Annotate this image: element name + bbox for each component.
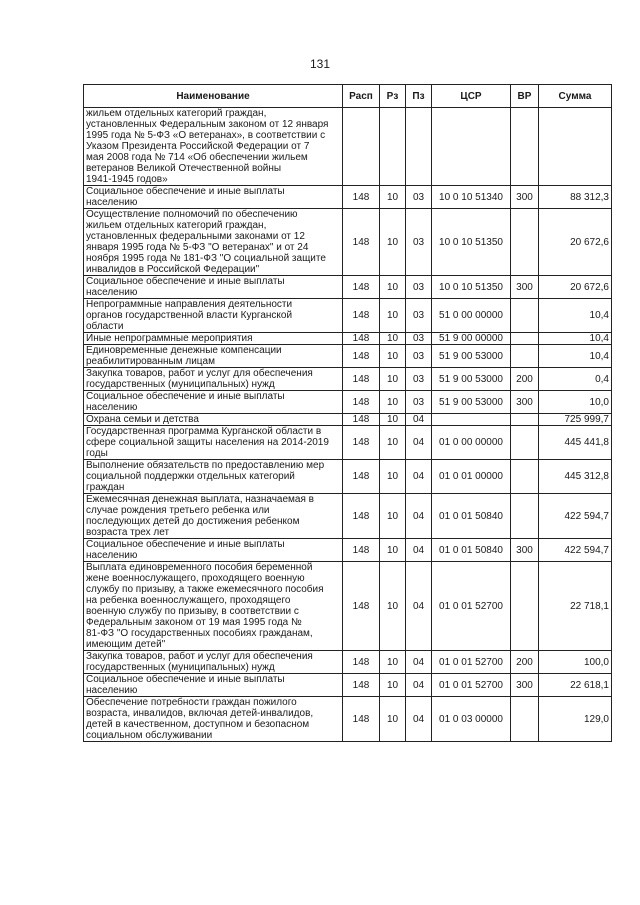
cell-name (84, 391, 343, 414)
cell-csr: 10 0 10 51340 (432, 186, 511, 209)
cell-name-line: детей в качественном, доступном и безопасном (86, 719, 310, 730)
cell-rz: 10 (380, 299, 406, 333)
cell-rz: 10 (380, 186, 406, 209)
cell-pz: 04 (406, 651, 432, 674)
header-rasp: Расп (343, 85, 380, 108)
cell-name-line: возраста, инвалидов, включая детей-инвалидов, (86, 708, 314, 719)
table-row (84, 186, 612, 209)
table-row (84, 391, 612, 414)
cell-csr: 01 0 01 52700 (432, 674, 511, 697)
cell-name (84, 186, 343, 209)
cell-sum: 129,0 (539, 697, 612, 742)
cell-pz (406, 108, 432, 186)
cell-rasp: 148 (343, 674, 380, 697)
cell-name-line: Указом Президента Российской Федерации от 7 (86, 141, 310, 152)
cell-name-line: Социальное обеспечение и иные выплаты (86, 674, 285, 685)
cell-vr (511, 299, 539, 333)
cell-name-line: Государственная программа Курганской области в (86, 426, 322, 437)
table-row (84, 651, 612, 674)
cell-vr (511, 209, 539, 276)
cell-sum (539, 108, 612, 186)
cell-rasp: 148 (343, 345, 380, 368)
cell-rz: 10 (380, 414, 406, 426)
header-vr: ВР (511, 85, 539, 108)
cell-pz: 04 (406, 494, 432, 539)
cell-vr: 300 (511, 674, 539, 697)
cell-sum: 10,0 (539, 391, 612, 414)
cell-vr: 300 (511, 186, 539, 209)
page-number: 131 (309, 57, 331, 71)
cell-name-line: Социальное обеспечение и иные выплаты (86, 391, 285, 402)
table-row (84, 426, 612, 460)
cell-name (84, 697, 343, 742)
cell-name-line: органов государственной власти Курганской (86, 310, 293, 321)
cell-csr: 51 9 00 53000 (432, 345, 511, 368)
cell-vr: 300 (511, 539, 539, 562)
cell-vr (511, 108, 539, 186)
cell-sum: 20 672,6 (539, 276, 612, 299)
cell-name-line: области (86, 321, 124, 332)
cell-rasp (343, 108, 380, 186)
table-row (84, 345, 612, 368)
cell-vr (511, 345, 539, 368)
cell-sum: 10,4 (539, 333, 612, 345)
cell-name (84, 651, 343, 674)
cell-rz: 10 (380, 494, 406, 539)
cell-rz: 10 (380, 697, 406, 742)
table-row (84, 460, 612, 494)
cell-rasp: 148 (343, 494, 380, 539)
cell-vr: 200 (511, 651, 539, 674)
cell-rz: 10 (380, 426, 406, 460)
cell-name-line: Выплата единовременного пособия беременной (86, 562, 313, 573)
cell-rz: 10 (380, 391, 406, 414)
table-row (84, 494, 612, 539)
cell-csr: 51 9 00 53000 (432, 391, 511, 414)
cell-name-line: населению (86, 197, 138, 208)
header-name: Наименование (84, 85, 343, 108)
cell-rasp: 148 (343, 697, 380, 742)
cell-rasp: 148 (343, 426, 380, 460)
table-header-row (84, 85, 612, 108)
cell-rz: 10 (380, 539, 406, 562)
cell-name (84, 426, 343, 460)
cell-csr: 01 0 01 52700 (432, 651, 511, 674)
cell-sum: 422 594,7 (539, 539, 612, 562)
table-row (84, 108, 612, 186)
cell-sum: 88 312,3 (539, 186, 612, 209)
cell-name-line: государственных (муниципальных) нужд (86, 662, 275, 673)
cell-csr: 51 9 00 00000 (432, 333, 511, 345)
cell-name-line: Закупка товаров, работ и услуг для обеспечения (86, 368, 313, 379)
cell-name (84, 333, 343, 345)
cell-name (84, 345, 343, 368)
cell-name-line: жильем отдельных категорий граждан, (86, 108, 267, 119)
cell-rz: 10 (380, 674, 406, 697)
table-row (84, 539, 612, 562)
cell-name-line: населению (86, 685, 138, 696)
cell-rz: 10 (380, 651, 406, 674)
cell-sum: 0,4 (539, 368, 612, 391)
cell-name (84, 494, 343, 539)
cell-name-line: Единовременные денежные компенсации (86, 345, 282, 356)
cell-pz: 04 (406, 674, 432, 697)
cell-pz: 03 (406, 391, 432, 414)
cell-rz: 10 (380, 562, 406, 651)
cell-csr (432, 108, 511, 186)
cell-vr: 200 (511, 368, 539, 391)
header-csr: ЦСР (432, 85, 511, 108)
cell-name-line: 1995 года № 5-ФЗ «О ветеранах», в соответствии с (86, 130, 326, 141)
cell-pz: 04 (406, 460, 432, 494)
table-row (84, 333, 612, 345)
cell-sum: 725 999,7 (539, 414, 612, 426)
cell-name-line: инвалидов в Российской Федерации" (86, 264, 260, 275)
cell-name-line: последующих детей до достижения ребенком (86, 516, 300, 527)
cell-vr (511, 562, 539, 651)
table-row (84, 414, 612, 426)
cell-csr: 10 0 10 51350 (432, 209, 511, 276)
cell-vr: 300 (511, 391, 539, 414)
cell-rz: 10 (380, 333, 406, 345)
cell-name-line: ноября 1995 года № 181-ФЗ "О социальной защите (86, 253, 326, 264)
table-row (84, 299, 612, 333)
cell-rasp: 148 (343, 209, 380, 276)
cell-pz: 03 (406, 209, 432, 276)
cell-name (84, 414, 343, 426)
cell-sum: 445 312,8 (539, 460, 612, 494)
table-row (84, 276, 612, 299)
cell-name (84, 674, 343, 697)
cell-pz: 03 (406, 276, 432, 299)
cell-pz: 04 (406, 539, 432, 562)
cell-vr (511, 426, 539, 460)
cell-vr (511, 697, 539, 742)
cell-name-line: мая 2008 года № 714 «Об обеспечении жильем (86, 152, 308, 163)
cell-name-line: Федеральным законом от 19 мая 1995 года № (86, 617, 302, 628)
cell-rz: 10 (380, 368, 406, 391)
cell-rz (380, 108, 406, 186)
cell-name-line: 81-ФЗ "О государственных пособиях гражданам, (86, 628, 313, 639)
cell-name (84, 562, 343, 651)
cell-name (84, 209, 343, 276)
cell-name-line: возраста трех лет (86, 527, 170, 538)
header-rz: Рз (380, 85, 406, 108)
cell-sum: 22 618,1 (539, 674, 612, 697)
cell-rasp: 148 (343, 368, 380, 391)
header-pz: Пз (406, 85, 432, 108)
cell-pz: 03 (406, 186, 432, 209)
cell-name-line: государственных (муниципальных) нужд (86, 379, 275, 390)
cell-csr: 01 0 03 00000 (432, 697, 511, 742)
cell-name (84, 539, 343, 562)
cell-name-line: Социальное обеспечение и иные выплаты (86, 276, 285, 287)
cell-csr: 01 0 01 50840 (432, 494, 511, 539)
cell-rasp: 148 (343, 186, 380, 209)
cell-name-line: населению (86, 402, 138, 413)
cell-name (84, 368, 343, 391)
cell-name-line: Ежемесячная денежная выплата, назначаемая в (86, 494, 314, 505)
cell-rasp: 148 (343, 562, 380, 651)
cell-name (84, 299, 343, 333)
cell-name-line: населению (86, 287, 138, 298)
cell-sum: 100,0 (539, 651, 612, 674)
cell-csr: 51 9 00 53000 (432, 368, 511, 391)
cell-pz: 04 (406, 414, 432, 426)
cell-sum: 22 718,1 (539, 562, 612, 651)
cell-csr: 51 0 00 00000 (432, 299, 511, 333)
cell-rasp: 148 (343, 651, 380, 674)
cell-rasp: 148 (343, 276, 380, 299)
table-row (84, 562, 612, 651)
header-sum: Сумма (539, 85, 612, 108)
cell-name-line: установленных Федеральным законом от 12 января (86, 119, 329, 130)
cell-pz: 04 (406, 426, 432, 460)
cell-csr: 01 0 01 52700 (432, 562, 511, 651)
cell-name-line: января 1995 года № 5-ФЗ "О ветеранах" и от 24 (86, 242, 309, 253)
cell-sum: 20 672,6 (539, 209, 612, 276)
cell-csr: 10 0 10 51350 (432, 276, 511, 299)
cell-rasp: 148 (343, 460, 380, 494)
cell-pz: 03 (406, 299, 432, 333)
table-row (84, 697, 612, 742)
cell-rz: 10 (380, 209, 406, 276)
cell-rasp: 148 (343, 299, 380, 333)
cell-name-line: Иные непрограммные мероприятия (86, 333, 253, 344)
table-row (84, 674, 612, 697)
cell-rasp: 148 (343, 414, 380, 426)
cell-sum: 445 441,8 (539, 426, 612, 460)
cell-rz: 10 (380, 460, 406, 494)
cell-name-line: Закупка товаров, работ и услуг для обеспечения (86, 651, 313, 662)
cell-name-line: ветеранов Великой Отечественной войны (86, 163, 282, 174)
cell-name-line: жене военнослужащего, проходящего военную (86, 573, 305, 584)
cell-csr: 01 0 01 50840 (432, 539, 511, 562)
cell-rz: 10 (380, 345, 406, 368)
cell-rasp: 148 (343, 391, 380, 414)
cell-name-line: годы (86, 448, 108, 459)
cell-rasp: 148 (343, 333, 380, 345)
cell-pz: 03 (406, 345, 432, 368)
cell-name-line: Охрана семьи и детства (86, 414, 199, 425)
cell-csr: 01 0 00 00000 (432, 426, 511, 460)
cell-pz: 04 (406, 697, 432, 742)
cell-name-line: жильем отдельных категорий граждан, (86, 220, 267, 231)
table-row (84, 368, 612, 391)
budget-table (83, 84, 612, 742)
cell-vr (511, 494, 539, 539)
cell-vr (511, 333, 539, 345)
cell-name (84, 108, 343, 186)
cell-name-line: Социальное обеспечение и иные выплаты (86, 186, 285, 197)
cell-vr: 300 (511, 276, 539, 299)
cell-name-line: реабилитированным лицам (86, 356, 215, 367)
cell-name-line: установленных федеральными законами от 12 (86, 231, 305, 242)
cell-name-line: сфере социальной защиты населения на 2014-2019 (86, 437, 329, 448)
cell-csr (432, 414, 511, 426)
cell-name-line: 1941-1945 годов» (86, 174, 168, 185)
table-row (84, 209, 612, 276)
cell-name (84, 276, 343, 299)
cell-name-line: военную службу по призыву, в соответствии с (86, 606, 299, 617)
cell-name (84, 460, 343, 494)
cell-name-line: Обеспечение потребности граждан пожилого (86, 697, 297, 708)
cell-pz: 04 (406, 562, 432, 651)
cell-name-line: социальной поддержки отдельных категорий (86, 471, 295, 482)
cell-name-line: Социальное обеспечение и иные выплаты (86, 539, 285, 550)
cell-rz: 10 (380, 276, 406, 299)
cell-name-line: на ребенка военнослужащего, проходящего (86, 595, 291, 606)
cell-name-line: населению (86, 550, 138, 561)
cell-vr (511, 460, 539, 494)
cell-name-line: Непрограммные направления деятельности (86, 299, 293, 310)
cell-name-line: случае рождения третьего ребенка или (86, 505, 270, 516)
cell-sum: 10,4 (539, 345, 612, 368)
cell-sum: 422 594,7 (539, 494, 612, 539)
cell-csr: 01 0 01 00000 (432, 460, 511, 494)
cell-name-line: социальном обслуживании (86, 730, 213, 741)
cell-pz: 03 (406, 333, 432, 345)
cell-vr (511, 414, 539, 426)
cell-name-line: службу по призыву, а также ежемесячного пособия (86, 584, 324, 595)
cell-name-line: Осуществление полномочий по обеспечению (86, 209, 298, 220)
cell-sum: 10,4 (539, 299, 612, 333)
cell-rasp: 148 (343, 539, 380, 562)
cell-name-line: Выполнение обязательств по предоставлению мер (86, 460, 325, 471)
cell-pz: 03 (406, 368, 432, 391)
cell-name-line: граждан (86, 482, 125, 493)
cell-name-line: имеющим детей" (86, 639, 166, 650)
